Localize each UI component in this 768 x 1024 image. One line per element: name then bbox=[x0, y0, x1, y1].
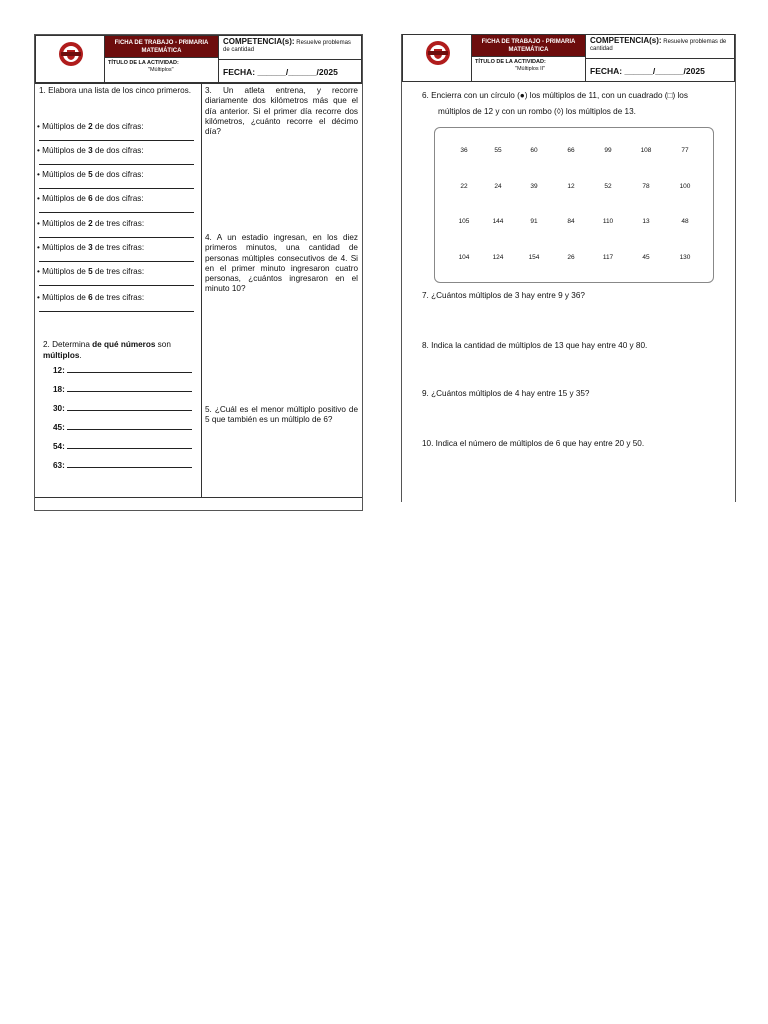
question-1-intro: 1. Elabora una lista de los cinco primeros. bbox=[39, 86, 192, 95]
answer-line[interactable] bbox=[67, 402, 192, 411]
grid-number[interactable]: 117 bbox=[602, 254, 614, 261]
question-10: 10. Indica el número de múltiplos de 6 que hay entre 20 y 50. bbox=[422, 439, 645, 448]
grid-number[interactable]: 154 bbox=[528, 254, 540, 261]
q2-number-30: 30: bbox=[53, 402, 192, 415]
q1-item-8: • Múltiplos de 6 de tres cifras: bbox=[37, 293, 145, 302]
activity-title-cell bbox=[104, 57, 219, 83]
right-column bbox=[201, 84, 362, 497]
activity-title-cell bbox=[471, 56, 586, 82]
question-4: 4. A un estadio ingresan, en los diez primeros minutos, una cantidad de personas múltiples consecutivos de 4. Si en el primer minuto ingresaron cuatro personas, ¿cuántos ingresaron en el minuto 10? bbox=[205, 233, 358, 294]
number-grid bbox=[434, 127, 714, 283]
grid-number[interactable]: 91 bbox=[530, 218, 538, 225]
question-7: 7. ¿Cuántos múltiplos de 3 hay entre 9 y 36? bbox=[422, 291, 585, 300]
grid-number[interactable]: 99 bbox=[604, 147, 612, 154]
grid-number[interactable]: 22 bbox=[460, 183, 468, 190]
q2-number-63: 63: bbox=[53, 459, 192, 472]
q1-item-3: • Múltiplos de 5 de dos cifras: bbox=[37, 170, 144, 179]
worksheet-body bbox=[35, 83, 362, 498]
worksheet-header bbox=[35, 35, 362, 83]
grid-number[interactable]: 36 bbox=[460, 147, 468, 154]
worksheet-title: FICHA DE TRABAJO - PRIMARIA MATEMÁTICA bbox=[104, 35, 219, 58]
answer-line[interactable] bbox=[39, 237, 194, 238]
q1-item-6: • Múltiplos de 3 de tres cifras: bbox=[37, 243, 145, 252]
grid-number[interactable]: 105 bbox=[458, 218, 470, 225]
question-6-line-1: 6. Encierra con un círculo (●) los múltiplos de 11, con un cuadrado (□) los bbox=[422, 91, 688, 100]
grid-number[interactable]: 12 bbox=[567, 183, 575, 190]
grid-number[interactable]: 144 bbox=[492, 218, 504, 225]
grid-number[interactable]: 100 bbox=[679, 183, 691, 190]
answer-line[interactable] bbox=[39, 212, 194, 213]
q1-item-7: • Múltiplos de 5 de tres cifras: bbox=[37, 267, 145, 276]
q1-item-5: • Múltiplos de 2 de tres cifras: bbox=[37, 219, 145, 228]
worksheet-title: FICHA DE TRABAJO - PRIMARIA MATEMÁTICA bbox=[471, 34, 586, 57]
grid-number[interactable]: 130 bbox=[679, 254, 691, 261]
question-2: 2. Determina de qué números son múltiplos. bbox=[43, 340, 171, 360]
grid-number[interactable]: 84 bbox=[567, 218, 575, 225]
answer-line[interactable] bbox=[39, 311, 194, 312]
question-6-line-2: múltiplos de 12 y con un rombo (◊) los múltiplos de 13. bbox=[438, 107, 636, 116]
q2-number-18: 18: bbox=[53, 383, 192, 396]
fecha-field[interactable]: FECHA: ______/______/2025 bbox=[218, 59, 362, 83]
grid-number[interactable]: 13 bbox=[642, 218, 650, 225]
grid-number[interactable]: 108 bbox=[640, 147, 652, 154]
activity-label: TÍTULO DE LA ACTIVIDAD: bbox=[108, 60, 179, 66]
grid-number[interactable]: 60 bbox=[530, 147, 538, 154]
q2-number-12: 12: bbox=[53, 364, 192, 377]
answer-line[interactable] bbox=[39, 140, 194, 141]
q2-number-54: 54: bbox=[53, 440, 192, 453]
competencia-label: COMPETENCIA(s): bbox=[590, 36, 662, 45]
q1-item-4: • Múltiplos de 6 de dos cifras: bbox=[37, 194, 144, 203]
competencia-value: Resuelve problemas de cantidad bbox=[590, 39, 727, 52]
answer-line[interactable] bbox=[67, 364, 192, 373]
answer-line[interactable] bbox=[67, 459, 192, 468]
activity-value: "Múltiplos II" bbox=[515, 66, 546, 72]
left-column bbox=[35, 84, 202, 497]
question-8: 8. Indica la cantidad de múltiplos de 13 que hay entre 40 y 80. bbox=[422, 341, 648, 350]
logo-cell bbox=[402, 34, 472, 82]
answer-line[interactable] bbox=[39, 285, 194, 286]
grid-number[interactable]: 77 bbox=[681, 147, 689, 154]
worksheet-right bbox=[401, 34, 736, 502]
grid-number[interactable]: 66 bbox=[567, 147, 575, 154]
competencia-value: Resuelve problemas de cantidad bbox=[223, 40, 351, 53]
grid-number[interactable]: 52 bbox=[604, 183, 612, 190]
competencia-cell bbox=[218, 35, 362, 60]
worksheet-header bbox=[402, 34, 735, 82]
answer-line[interactable] bbox=[67, 383, 192, 392]
school-crest-icon bbox=[58, 41, 84, 67]
grid-number[interactable]: 24 bbox=[494, 183, 502, 190]
answer-line[interactable] bbox=[39, 164, 194, 165]
answer-line[interactable] bbox=[67, 421, 192, 430]
q1-item-1: • Múltiplos de 2 de dos cifras: bbox=[37, 122, 144, 131]
competencia-label: COMPETENCIA(s): bbox=[223, 37, 295, 46]
fecha-field[interactable]: FECHA: ______/______/2025 bbox=[585, 58, 735, 82]
q1-item-2: • Múltiplos de 3 de dos cifras: bbox=[37, 146, 144, 155]
grid-number[interactable]: 124 bbox=[492, 254, 504, 261]
grid-number[interactable]: 78 bbox=[642, 183, 650, 190]
grid-number[interactable]: 26 bbox=[567, 254, 575, 261]
grid-number[interactable]: 110 bbox=[602, 218, 614, 225]
answer-line[interactable] bbox=[39, 261, 194, 262]
grid-number[interactable]: 39 bbox=[530, 183, 538, 190]
school-crest-icon bbox=[425, 40, 451, 66]
grid-number[interactable]: 45 bbox=[642, 254, 650, 261]
grid-number[interactable]: 104 bbox=[458, 254, 470, 261]
activity-value: "Múltiplos" bbox=[148, 67, 174, 73]
question-5: 5. ¿Cuál es el menor múltiplo positivo de 5 que también es un múltiplo de 6? bbox=[205, 405, 358, 425]
answer-line[interactable] bbox=[39, 188, 194, 189]
grid-number[interactable]: 55 bbox=[494, 147, 502, 154]
competencia-cell bbox=[585, 34, 735, 59]
activity-label: TÍTULO DE LA ACTIVIDAD: bbox=[475, 59, 546, 65]
worksheet-left bbox=[34, 34, 363, 511]
answer-line[interactable] bbox=[67, 440, 192, 449]
question-3: 3. Un atleta entrena, y recorre diariamente dos kilómetros más que el día anterior. Si el primer día recorre dos kilómetros, ¿cuánto recorre el décimo día? bbox=[205, 86, 358, 137]
q2-number-45: 45: bbox=[53, 421, 192, 434]
logo-cell bbox=[35, 35, 105, 83]
grid-number[interactable]: 48 bbox=[681, 218, 689, 225]
question-9: 9. ¿Cuántos múltiplos de 4 hay entre 15 y 35? bbox=[422, 389, 590, 398]
